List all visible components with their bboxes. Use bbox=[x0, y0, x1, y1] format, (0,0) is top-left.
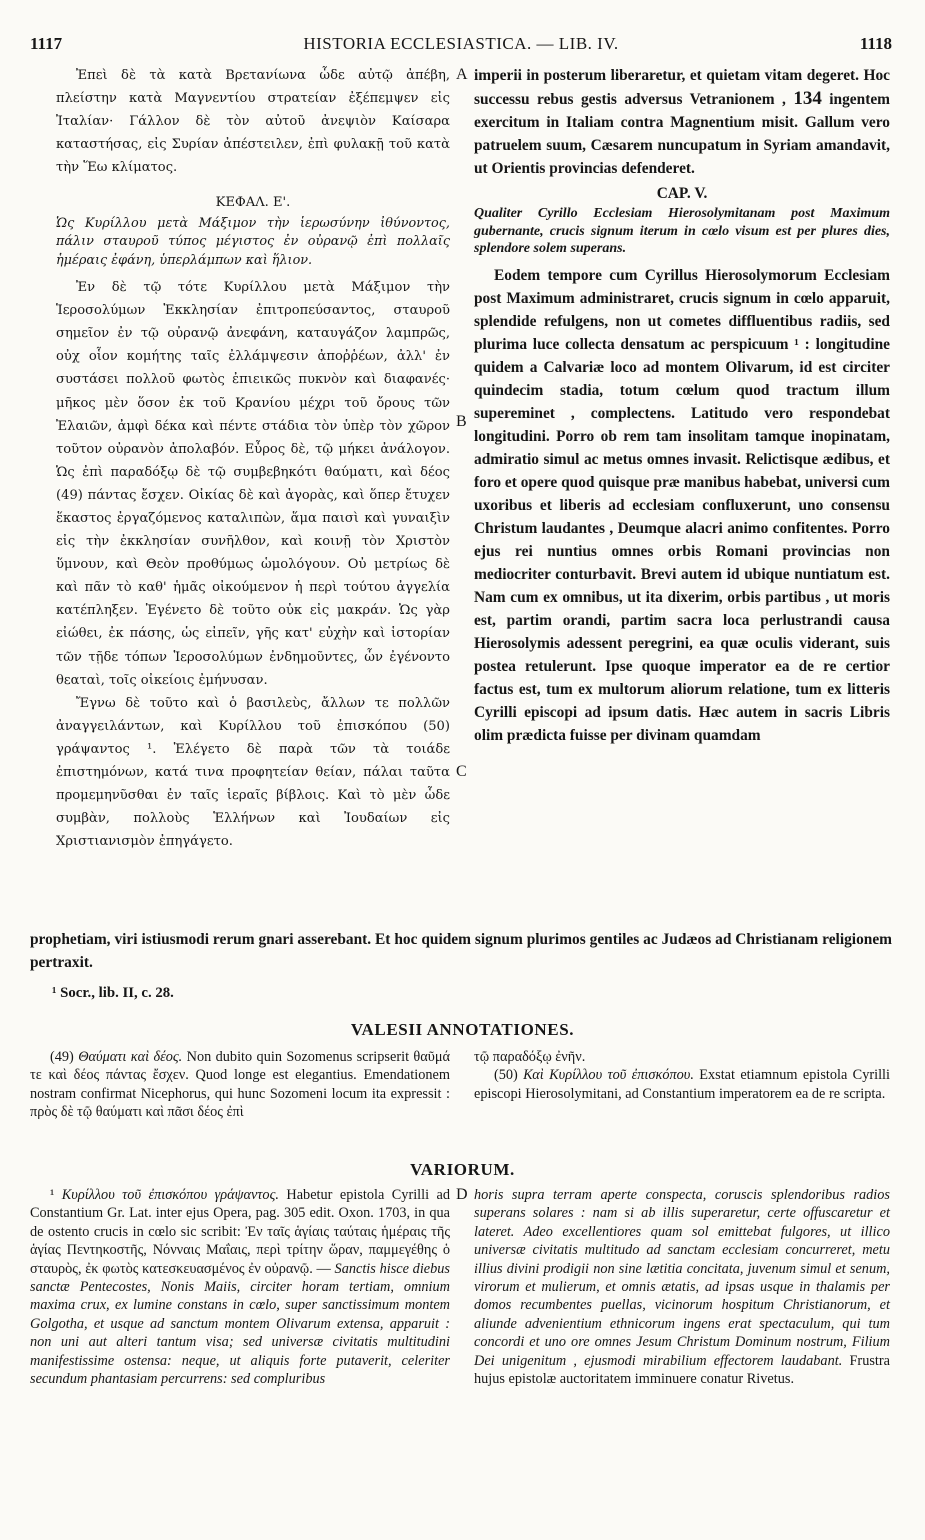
variorum-left-mark: ¹ bbox=[50, 1187, 55, 1203]
variorum-dash: — bbox=[312, 1260, 335, 1277]
variorum-right bbox=[474, 1186, 890, 1388]
variorum-left-greek: Ἐν ταῖς ἁγίαις ταύταις ἡμέραις τῆς ἁγίας Πεντηκοστῆς, Νόνναις Μαΐαις, περὶ τρίτην ὥραν, παμμεγέθης ὁ σταυρὸς, ἐκ φωτὸς κατεσκευασμένος ἐν οὐρανῷ. bbox=[30, 1223, 451, 1277]
inline-page-number: 134 bbox=[793, 88, 822, 109]
latin-column bbox=[474, 64, 890, 747]
valesii-left-head: Θαύματι καὶ δέος. bbox=[78, 1049, 183, 1065]
greek-body-2: Ἔγνω δὲ τοῦτο καὶ ὁ βασιλεὺς, ἄλλων τε πολλῶν ἀναγγειλάντων, καὶ Κυρίλλου τοῦ ἐπισκόπου (50) γράψαντος ¹. Ἐλέγετο δὲ παρὰ τῶν τὰ τοιάδε ἐπιστημόνων, κατά τινα προφητείαν θείαν, πάλαι ταῦτα προμεμηνῦσθαι ἐν ταῖς ἱεραῖς βίβλοις. Καὶ τὸ μὲν ὧδε συμβὰν, πολλοὺς Ἑλλήνων καὶ Ἰουδαίων εἰς Χριστιανισμὸν ἐπηγάγετο. bbox=[56, 695, 450, 850]
margin-letter-d: D bbox=[456, 1186, 468, 1203]
variorum-left-text: Habetur epistola Cyrilli ad Constantium Gr. Lat. inter ejus Opera, pag. 305 edit. Oxon. 1703, in qua de ostento crucis in cœlo sic scribit: bbox=[30, 1187, 451, 1240]
margin-letter-c: C bbox=[456, 763, 467, 780]
greek-chapter-summary: Ὡς Κυρίλλου μετὰ Μάξιμον τὴν ἱερωσύνην ἰθύνοντος, πάλιν σταυροῦ τύπος μέγιστος ἐν οὐρανῷ ἐπὶ πολλαῖς ἡμέραις ἐφάνη, ὑπερλάμπων καὶ ἥλιον. bbox=[56, 215, 450, 268]
latin-intro-post: ingentem exercitum in Italiam contra Magnentium misit. Gallum vero patruelem suum, Cæsarem nuncupatum in Syriam amandavit, ut Orientis provincias defenderet. bbox=[474, 91, 890, 177]
variorum-right-italic: horis supra terram aperte conspecta, coruscis splendoribus radios superans solares : nam si ab illis superaretur, certe offuscaretur et lateret. Adeo excellentiores quam sol emittebat fulgores, ut illico universæ civitatis multitudo ad sanctam ecclesiam concurreret, metu illius divini prodigii non sine lætitia concitata, juvenum simul et senum, virorum et mulierum, et omnis ætatis, ad ipsas usque in thalamis per domos recumbentes puellas, vicinorum hospitum Christianorum, et aliunde advenientium ethnicorum ingens erat spectaculum, qui tum concordi et uno ore omnes Jesum Christum Dominum nostrum, Filium Dei unigenitum , ejusmodi mirabilium effectorem laudabant. bbox=[474, 1187, 890, 1369]
valesii-right-head: Καὶ Κυρίλλου τοῦ ἐπισκόπου. bbox=[523, 1067, 694, 1084]
latin-intro-pre: imperii in posterum liberaretur, et quietam vitam degeret. Hoc successu rebus gestis adversus Vetranionem , bbox=[474, 67, 890, 108]
valesii-left bbox=[30, 1048, 450, 1122]
latin-intro bbox=[474, 64, 890, 180]
greek-chapter-heading: ΚΕΦΑΛ. Ε'. bbox=[215, 195, 291, 211]
variorum-left bbox=[30, 1186, 450, 1388]
valesii-title: VALESII ANNOTATIONES. bbox=[350, 1020, 575, 1039]
latin-chapter-heading: CAP. V. bbox=[656, 185, 708, 202]
valesii-right bbox=[474, 1048, 890, 1103]
variorum-title: VARIORUM. bbox=[410, 1160, 515, 1179]
running-title: HISTORIA ECCLESIASTICA. — LIB. IV. bbox=[303, 34, 619, 53]
greek-column bbox=[56, 64, 450, 853]
valesii-right-number: (50) bbox=[494, 1067, 518, 1084]
margin-letter-a: A bbox=[456, 66, 468, 83]
latin-body: Eodem tempore cum Cyrillus Hierosolymorum Ecclesiam post Maximum administraret, crucis signum in cœlo apparuit, splendide refulgens, non ut cometes diffluentibus radiis, sed plurima luce collecta densatum ac perspicuum ¹ : longitudine quidem a Calvariæ loco ad montem Olivarum, id est circiter quindecim stadia, totum cœlum quod tractum illum supereminet , complectens. Latitudo vero respondebat longitudini. Porro ob rem tam insolitam tamque inopinatam, admiratio simul ac metus omnes invasit. Relictisque ædibus, et foro et opere quod quisque præ manibus habebat, universi cum uxoribus et liberis ad ecclesiam confluxerunt, uno consensu Christum laudantes , Deumque alacri animo confitentes. Porro ejus rei nuntius omnes orbis Romani provincias non mediocriter conturbavit. Brevi autem id ubique nuntiatum est. Nam cum ex omnibus, ut ita dixerim, orbis partibus , ut moris est, partim orandi, partim sacra loca perlustrandi causa Hierosolymis adessent peregrini, ea quæ oculis viderant, suis postea retulerunt. Ipse quoque imperator ea de re certior factus est, tum ex multorum aliorum relatione, tum ex litteris Cyrilli episcopi ad ipsum datis. Hæc autem in sacris Libris olim prædicta fuisse per divinam quamdam bbox=[474, 266, 890, 744]
latin-chapter-summary: Qualiter Cyrillo Ecclesiam Hierosolymitanam post Maximum gubernante, crucis signum iterum in cœlo visum est per plures dies, splendore solem superans. bbox=[474, 206, 890, 256]
valesii-right-text: Exstat etiamnum epistola Cyrilli episcopi Hierosolymitani, ad Constantium imperatorem ea de re scripta. bbox=[474, 1067, 890, 1102]
latin-continuation: prophetiam, viri istiusmodi rerum gnari asserebant. Et hoc quidem signum plurimos gentiles ac Judæos ad Christianam religionem pertraxit. bbox=[30, 931, 892, 971]
margin-letter-b: B bbox=[456, 413, 467, 430]
footnote: ¹ Socr., lib. II, c. 28. bbox=[52, 985, 174, 1001]
left-page-number: 1117 bbox=[30, 34, 63, 53]
valesii-left-number: (49) bbox=[50, 1049, 74, 1065]
variorum-right-roman: Frustra hujus epistolæ auctoritatem imminuere conatur Rivetus. bbox=[474, 1352, 890, 1388]
valesii-left-text: Non dubito quin Sozomenus scripserit θαῦμά τε καὶ δέος πάντας ἔσχεν. Quod longe est elegantius. Emendationem nostram confirmat Nicephorus, qui hunc Sozomeni locum ita expressit : πρὸς δὲ τῷ θαύματι καὶ πᾶσι δέος ἐπὶ bbox=[30, 1049, 450, 1121]
variorum-left-italic: Sanctis hisce diebus sanctæ Pentecostes, Nonis Maiis, circiter horam tertiam, omnium maxima crux, ex lumine constans in cœlo, super sanctissimum montem Golgotha, et usque ad sanctum montem Olivarum extensa, apparuit : non uni aut alteri tantum visa; sed universæ civitatis multitudini manifestissime ostensa: neque, ut aliquis forte putaverit, celeriter secundum phantasiam percurrens: sed compluribus bbox=[30, 1260, 450, 1388]
right-page-number: 1118 bbox=[859, 34, 892, 53]
greek-intro: Ἐπεὶ δὲ τὰ κατὰ Βρετανίωνα ὧδε αὐτῷ ἀπέβη, πλείστην κατὰ Μαγνεντίου στρατείαν ἐξέπεμψεν εἰς Ἰταλίαν· Γάλλον δὲ τὸν αὐτοῦ ἀνεψιὸν Καίσαρα καταστήσας, εἰς Συρίαν ἀπέστειλεν, ἐπὶ φυλακῇ τοῦ κατὰ τὴν Ἕω κλίματος. bbox=[56, 68, 450, 176]
variorum-left-head: Κυρίλλου τοῦ ἐπισκόπου γράψαντος. bbox=[61, 1187, 279, 1203]
running-header bbox=[30, 34, 892, 58]
greek-body-1: Ἐν δὲ τῷ τότε Κυρίλλου μετὰ Μάξιμον τὴν Ἱεροσολύμων Ἐκκλησίαν ἐπιτροπεύσαντος, σταυροῦ σημεῖον ἐν τῷ οὐρανῷ ἀνεφάνη, καταυγάζον λαμπρῶς, οὐχ οἷον κομήτης ταῖς ἐλλάμψεσιν ἀποῤῥέων, ἀλλ' ἐν συστάσει πολλοῦ φωτὸς ἐπιεικῶς πυκνὸν καὶ διαφανές· μῆκος μὲν ὅσον ἐκ τοῦ Κρανίου μέχρι τοῦ ὄρους τῶν Ἐλαιῶν, ἀμφὶ δέκα καὶ πέντε στάδια τὸν ὑπὲρ τὸν χῶρον τοῦτον οὐρανὸν ἀπολαβόν. Εὖρος δὲ, τῷ μήκει ἀνάλογον. Ὡς ἐπὶ παραδόξῳ δὲ τῷ συμβεβηκότι θαύματι, καὶ δέος (49) πάντας ἔσχεν. Οἰκίας δὲ καὶ ἀγορὰς, καὶ ὅπερ ἔτυχεν ἕκαστος ἐργαζόμενος καταλιπὼν, ἅμα παισὶ καὶ γυναιξὶν εἰς τὴν ἐκκλησίαν συνῆλθον, καὶ κοινῇ τὸν Χριστὸν ὕμνουν, καὶ Θεὸν προθύμως ὡμολόγουν. Οὐ μετρίως δὲ καὶ πᾶν τὸ καθ' ἡμᾶς οἰκούμενον ἡ περὶ τούτου ἀγγελία κατέπληξεν. Ἐγένετο δὲ τοῦτο οὐκ εἰς μακράν. Ὡς γὰρ εἰώθει, ἐκ πάσης, ὡς εἰπεῖν, γῆς κατ' εὐχὴν καὶ ἱστορίαν τῶν τῇδε τόπων Ἱεροσολύμων ἐνδημοῦντες, ὧν ἐγένοντο θεαταὶ, τοῖς οἰκείοις ἐμήνυσαν. bbox=[56, 280, 450, 688]
valesii-right-cont: τῷ παραδόξῳ ἐνῆν. bbox=[474, 1049, 586, 1065]
